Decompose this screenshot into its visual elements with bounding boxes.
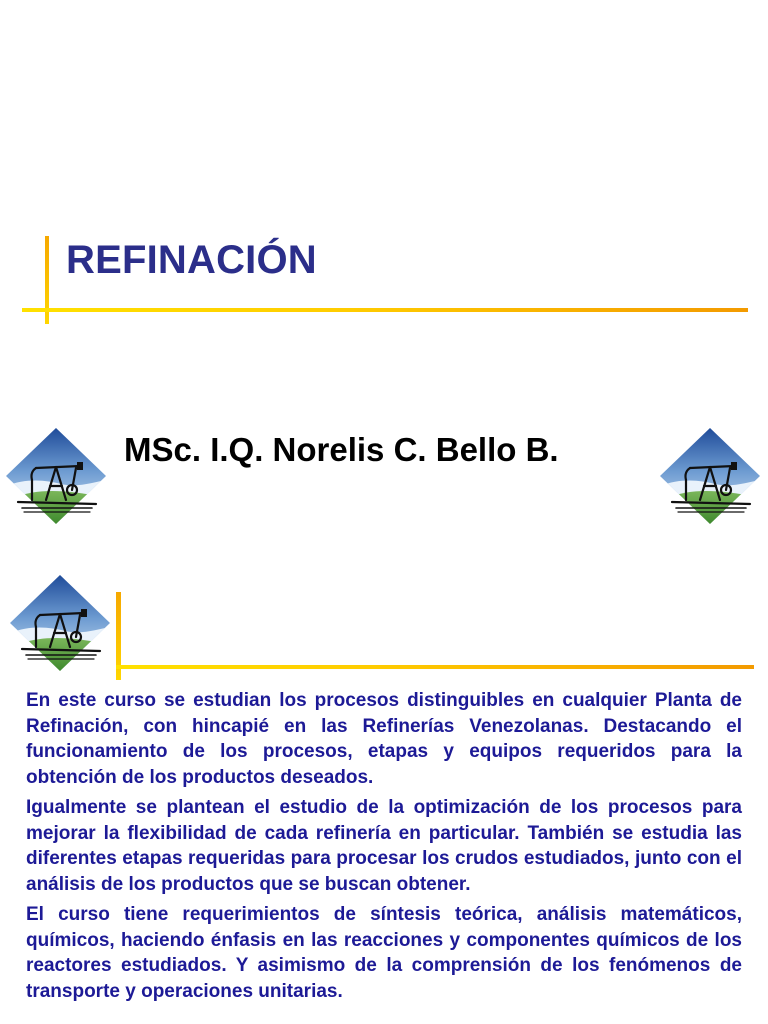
oil-pumpjack-logo-icon [6,428,106,532]
oil-pumpjack-logo-icon [10,575,110,679]
course-description [26,688,742,1009]
title-accent-underline [22,308,748,312]
section-accent-underline [116,665,754,669]
author-name: MSc. I.Q. Norelis C. Bello B. [124,431,559,468]
description-paragraph: En este curso se estudian los procesos distinguibles en cualquier Planta de Refinación, con hincapié en las Refinerías Venezolanas. Destacando el funcionamiento de los procesos, etapas y equipos requeridos para la obtención de los productos deseados. [26,690,742,788]
slide-title: REFINACIÓN [66,238,317,282]
description-paragraph: Igualmente se plantean el estudio de la optimización de los procesos para mejorar la flexibilidad de cada refinería en particular. También se estudia las diferentes etapas requeridas para procesar los crudos estudiados, junto con el análisis de los productos que se buscan obtener. [26,797,742,895]
oil-pumpjack-logo-icon [660,428,760,532]
description-paragraph: El curso tiene requerimientos de síntesis teórica, análisis matemáticos, químicos, haciendo énfasis en las reacciones y componentes químicos de los reactores estudiados. Y asimismo de la comprensión de los fenómenos de transporte y operaciones unitarias. [26,904,742,1002]
